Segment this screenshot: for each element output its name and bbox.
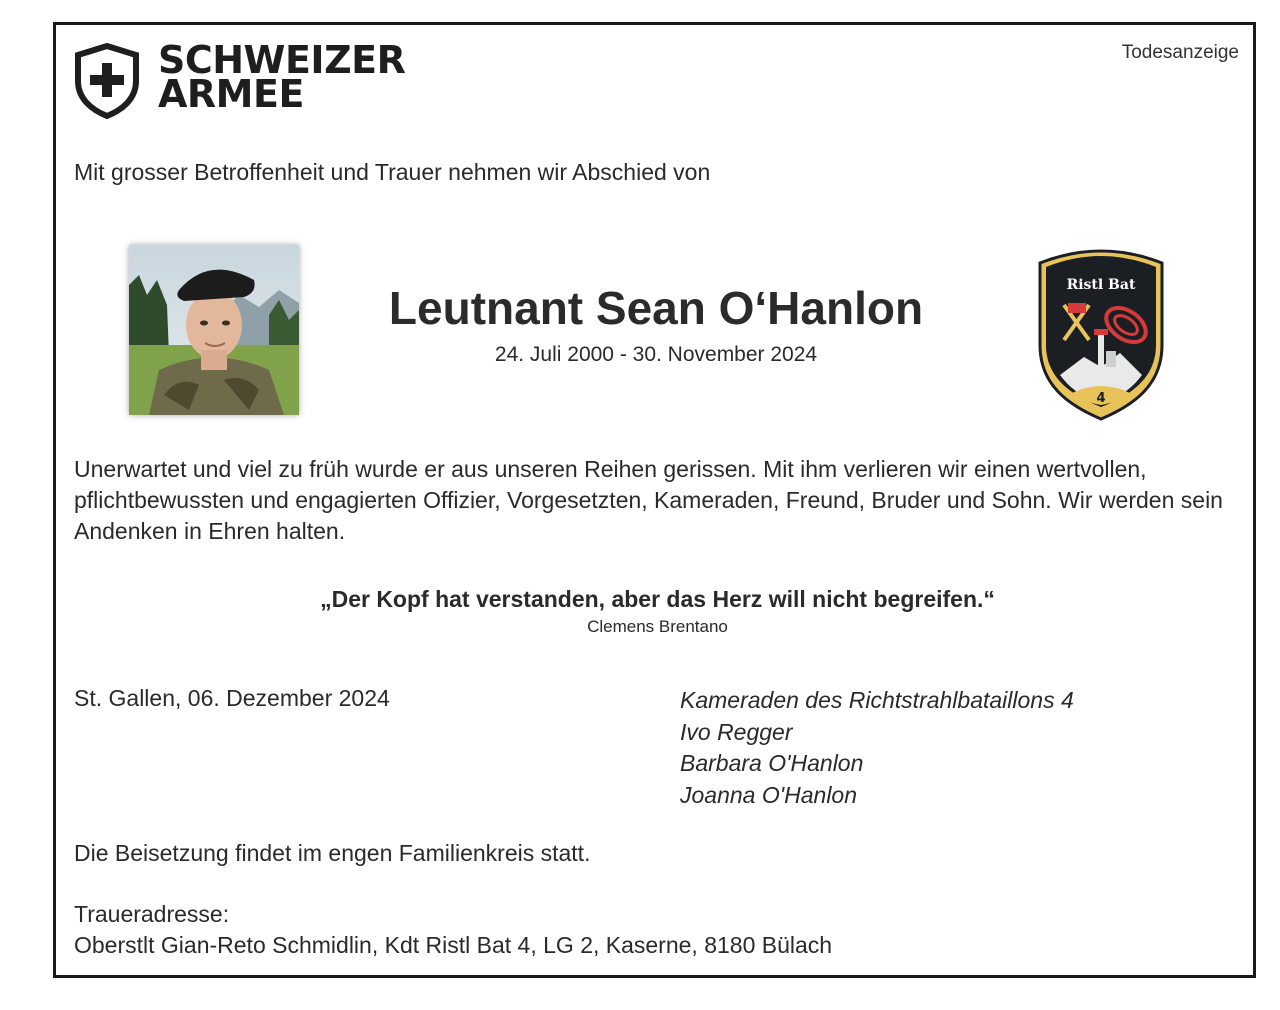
signer: Barbara O'Hanlon — [680, 750, 864, 776]
badge-label: Ristl Bat — [1066, 277, 1136, 293]
life-dates: 24. Juli 2000 - 30. November 2024 — [494, 343, 818, 366]
burial-note: Die Beisetzung findet im engen Familienkreis statt. — [74, 840, 591, 866]
document-type-label: Todesanzeige — [1121, 42, 1239, 63]
badge-number: 4 — [1096, 391, 1106, 406]
signer: Kameraden des Richtstrahlbataillons 4 — [680, 687, 1074, 713]
ristl-bat-badge-icon — [1034, 245, 1168, 423]
obituary-card — [53, 22, 1256, 978]
signer: Ivo Regger — [680, 718, 793, 745]
deceased-name: Leutnant Sean O‘Hanlon — [388, 282, 924, 334]
condolence-address: Oberstlt Gian-Reto Schmidlin, Kdt Ristl Bat 4, LG 2, Kaserne, 8180 Bülach — [74, 932, 833, 958]
place-and-date: St. Gallen, 06. Dezember 2024 — [74, 685, 390, 711]
tribute-text: Unerwartet und viel zu früh wurde er aus unseren Reihen gerissen. Mit ihm verlieren wir einen wertvollen, pflichtbewussten und engagierten Offizier, Vorgesetzten, Kameraden, Freund, Bruder und Sohn. Wir werden sein Andenken in Ehren halten. — [74, 456, 1223, 544]
signer: Joanna O'Hanlon — [680, 781, 858, 808]
logo-line-2: ARMEE — [158, 72, 304, 116]
signers-list — [680, 685, 1074, 811]
quote-text: „Der Kopf hat verstanden, aber das Herz will nicht begreifen.“ — [320, 586, 995, 612]
intro-text: Mit grosser Betroffenheit und Trauer nehmen wir Abschied von — [74, 159, 711, 185]
army-logo-wordmark — [158, 38, 406, 116]
logo-line-1: SCHWEIZER — [158, 38, 406, 82]
quote-author: Clemens Brentano — [587, 617, 728, 636]
swiss-cross-shield-icon — [74, 43, 140, 119]
address-label: Traueradresse: — [74, 901, 230, 927]
